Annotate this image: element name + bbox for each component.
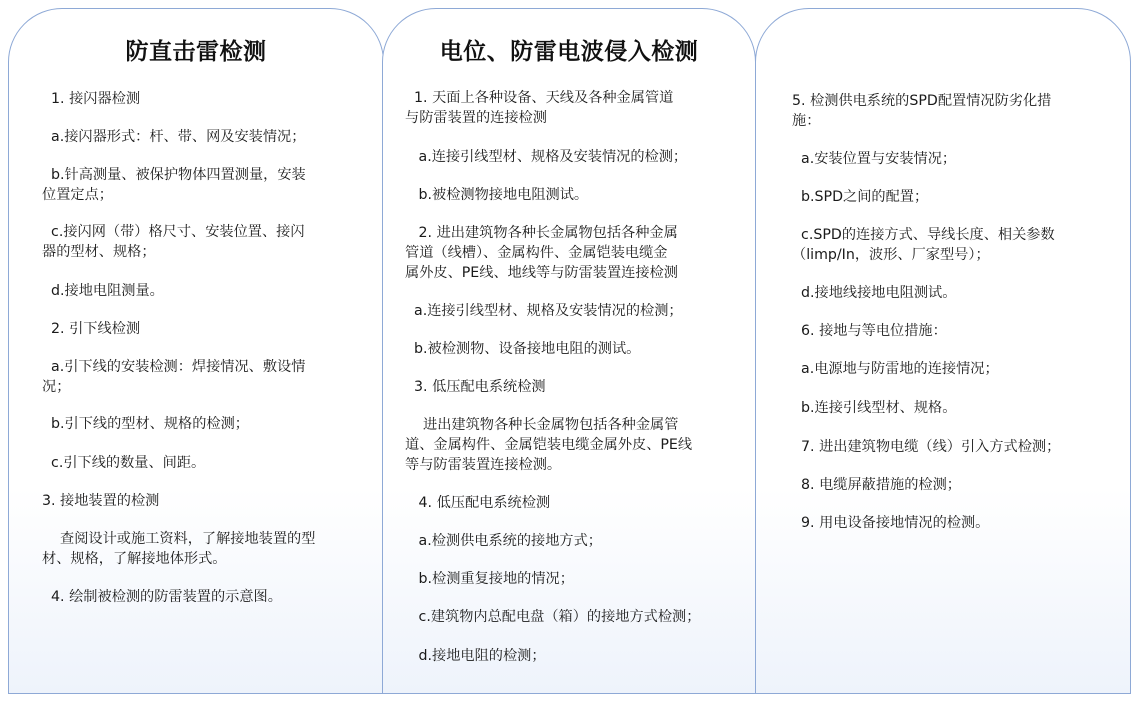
list-item-line: a.引下线的安装检测：焊接情况、敷设情	[42, 359, 306, 375]
list-item-line: c.SPD的连接方式、导线长度、相关参数	[792, 227, 1055, 243]
list-item	[42, 529, 315, 569]
list-item	[42, 357, 305, 397]
list-item-line: b.检测重复接地的情况；	[405, 571, 574, 587]
list-item	[405, 646, 546, 666]
list-item	[405, 569, 574, 589]
list-item	[42, 414, 249, 434]
list-item-line: 9. 用电设备接地情况的检测。	[792, 515, 990, 531]
list-item-line: d.接地电阻测量。	[42, 283, 164, 299]
list-item-line: 材、规格，了解接地体形式。	[42, 551, 227, 567]
list-item	[42, 491, 159, 511]
list-item-line: 8. 电缆屏蔽措施的检测；	[792, 477, 961, 493]
list-item-line: 施：	[792, 113, 821, 129]
list-item-line: 4. 绘制被检测的防雷装置的示意图。	[42, 589, 282, 605]
list-item-line: 4. 低压配电系统检测	[405, 495, 551, 511]
list-item	[792, 359, 999, 379]
list-item-line: a.电源地与防雷地的连接情况；	[792, 361, 999, 377]
column-title: 电位、防雷电波侵入检测	[439, 39, 699, 65]
list-item	[405, 301, 683, 321]
list-item-line: 况；	[42, 379, 71, 395]
list-item	[792, 149, 956, 169]
list-item-line: 器的型材、规格；	[42, 244, 156, 260]
list-item-line: 2. 进出建筑物各种长金属物包括各种金属	[405, 225, 678, 241]
list-item-line: b.针高测量、被保护物体四置测量，安装	[42, 167, 306, 183]
list-item	[792, 321, 947, 341]
list-item	[405, 339, 640, 359]
list-item-line: 3. 低压配电系统检测	[405, 379, 546, 395]
list-item	[792, 437, 1060, 457]
list-item-line: a.连接引线型材、规格及安装情况的检测；	[405, 149, 688, 165]
list-item-line: b.被检测物接地电阻测试。	[405, 187, 589, 203]
list-item	[42, 281, 164, 301]
list-item-line: 等与防雷装置连接检测。	[405, 457, 562, 473]
list-item	[42, 127, 305, 147]
list-item-line: c.建筑物内总配电盘（箱）的接地方式检测；	[405, 609, 701, 625]
list-item-line: b.被检测物、设备接地电阻的测试。	[405, 341, 641, 357]
list-item-line: 6. 接地与等电位措施：	[792, 323, 947, 339]
list-item	[792, 187, 928, 207]
list-item-line: 管道（线槽）、金属构件、金属铠装电缆金	[405, 245, 668, 261]
list-item-line: a.连接引线型材、规格及安装情况的检测；	[405, 303, 683, 319]
column-title: 防直击雷检测	[125, 39, 267, 65]
list-item	[792, 513, 989, 533]
list-item-line: 3. 接地装置的检测	[42, 493, 160, 509]
list-item	[405, 223, 678, 283]
list-item	[792, 225, 1055, 265]
list-item-line: d.接地线接地电阻测试。	[792, 285, 957, 301]
list-item-line: 属外皮、PE线、地线等与防雷装置连接检测	[405, 265, 678, 281]
list-item	[405, 147, 687, 167]
list-item	[405, 493, 550, 513]
list-item	[792, 91, 1051, 131]
list-item-line: c.接闪网（带）格尺寸、安装位置、接闪	[42, 224, 305, 240]
list-item	[405, 185, 588, 205]
list-item	[405, 377, 546, 397]
list-item-line: a.安装位置与安装情况；	[792, 151, 957, 167]
list-item-line: 与防雷装置的连接检测	[405, 110, 547, 126]
list-item-line: 道、金属构件、金属铠装电缆金属外皮、PE线	[405, 437, 693, 453]
list-item	[405, 88, 673, 128]
column-spd-detection	[755, 8, 1131, 694]
column-surge-detection	[382, 8, 756, 694]
list-item-line: 查阅设计或施工资料，了解接地装置的型	[42, 531, 316, 547]
list-item	[42, 89, 140, 109]
list-item	[405, 531, 602, 551]
list-item	[405, 607, 700, 627]
list-item-line: （limp/In，波形、厂家型号）；	[792, 247, 990, 263]
list-item-line: 进出建筑物各种长金属物包括各种金属管	[405, 417, 679, 433]
list-item	[792, 475, 961, 495]
list-item-line: d.接地电阻的检测；	[405, 648, 546, 664]
column-lightning-detection	[8, 8, 384, 694]
list-item	[405, 415, 692, 475]
list-item	[42, 453, 205, 473]
list-item-line: b.引下线的型材、规格的检测；	[42, 416, 249, 432]
list-item	[42, 165, 306, 205]
list-item-line: 1. 接闪器检测	[42, 91, 141, 107]
list-item	[792, 283, 956, 303]
list-item-line: 1. 天面上各种设备、天线及各种金属管道	[405, 90, 674, 106]
list-item-line: a.接闪器形式：杆、带、网及安装情况；	[42, 129, 306, 145]
list-item-line: 7. 进出建筑物电缆（线）引入方式检测；	[792, 439, 1061, 455]
list-item-line: a.检测供电系统的接地方式；	[405, 533, 602, 549]
list-item	[792, 398, 956, 418]
list-item-line: b.连接引线型材、规格。	[792, 400, 957, 416]
list-item-line: b.SPD之间的配置；	[792, 189, 929, 205]
list-item	[42, 319, 140, 339]
list-item-line: 2. 引下线检测	[42, 321, 141, 337]
list-item-line: 5. 检测供电系统的SPD配置情况防劣化措	[792, 93, 1052, 109]
list-item	[42, 587, 282, 607]
list-item-line: c.引下线的数量、间距。	[42, 455, 206, 471]
list-item-line: 位置定点；	[42, 187, 113, 203]
list-item	[42, 222, 305, 262]
